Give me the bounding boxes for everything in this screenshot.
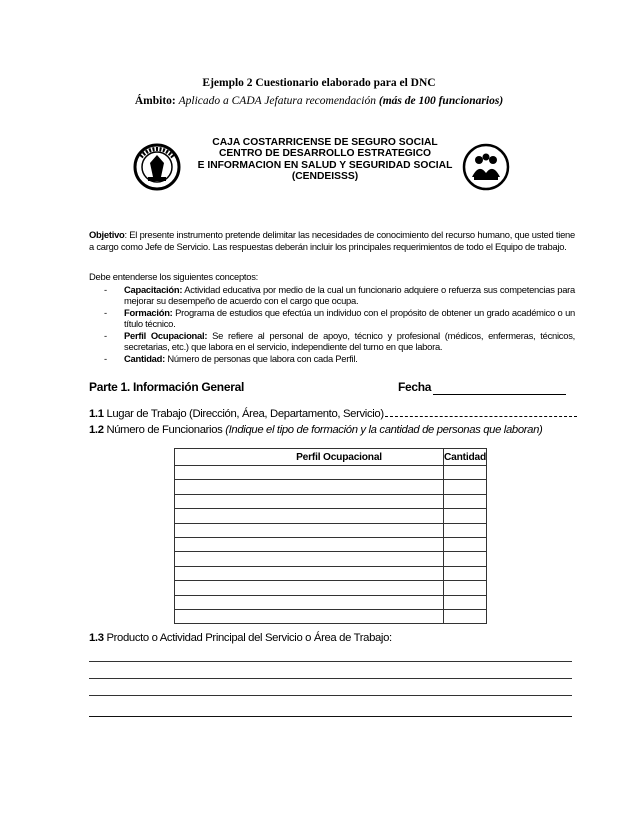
ambito-extra: (más de 100 funcionarios) xyxy=(378,95,504,107)
table-row xyxy=(175,581,487,595)
table-row xyxy=(175,466,487,480)
concept-term: Formación: xyxy=(124,307,173,318)
cantidad-cell[interactable] xyxy=(444,595,487,609)
concept-term: Capacitación: xyxy=(124,284,183,295)
objetivo-label: Objetivo xyxy=(89,229,125,240)
question-note: (Indique el tipo de formación y la cantidad de personas que laboran) xyxy=(225,424,543,436)
perfil-cell[interactable] xyxy=(175,566,444,580)
document-title: Ejemplo 2 Cuestionario elaborado para el DNC xyxy=(202,77,436,89)
concepts-intro: Debe entenderse los siguientes conceptos: xyxy=(89,271,259,282)
perfil-cell[interactable] xyxy=(175,537,444,551)
table-row xyxy=(175,523,487,537)
seguro-social-seal-icon xyxy=(133,143,181,191)
table-row xyxy=(175,609,487,623)
table-row xyxy=(175,509,487,523)
cantidad-cell[interactable] xyxy=(444,480,487,494)
objetivo-paragraph xyxy=(89,229,575,252)
table-row xyxy=(175,552,487,566)
perfil-cell[interactable] xyxy=(175,466,444,480)
perfil-cell[interactable] xyxy=(175,581,444,595)
question-1-3 xyxy=(89,632,392,644)
perfil-cell[interactable] xyxy=(175,552,444,566)
table-row xyxy=(175,537,487,551)
header-line-1: CAJA COSTARRICENSE DE SEGURO SOCIAL xyxy=(212,137,438,148)
question-number: 1.1 xyxy=(89,408,104,420)
concept-item xyxy=(89,353,575,364)
question-text: Lugar de Trabajo (Dirección, Área, Departamento, Servicio) xyxy=(103,408,384,420)
perfil-cell[interactable] xyxy=(175,509,444,523)
perfil-cell[interactable] xyxy=(175,609,444,623)
bullet-dash: - xyxy=(104,353,107,364)
section-title: Parte 1. Información General xyxy=(89,380,244,394)
answer-line[interactable] xyxy=(89,695,572,696)
cantidad-cell[interactable] xyxy=(444,466,487,480)
cantidad-cell[interactable] xyxy=(444,537,487,551)
table-row xyxy=(175,494,487,508)
bullet-dash: - xyxy=(104,330,107,341)
institution-header xyxy=(190,137,460,182)
cantidad-cell[interactable] xyxy=(444,609,487,623)
table-row xyxy=(175,566,487,580)
funcionarios-table xyxy=(174,448,487,624)
table-row xyxy=(175,595,487,609)
answer-line[interactable] xyxy=(89,678,572,679)
ambito-line xyxy=(0,95,638,107)
cantidad-cell[interactable] xyxy=(444,494,487,508)
lugar-input-line[interactable] xyxy=(385,416,577,417)
header-line-3: E INFORMACION EN SALUD Y SEGURIDAD SOCIAL xyxy=(197,159,453,171)
table-body xyxy=(175,466,487,624)
perfil-cell[interactable] xyxy=(175,494,444,508)
column-header-perfil: Perfil Ocupacional xyxy=(175,449,444,466)
question-number: 1.2 xyxy=(89,424,104,436)
concept-item xyxy=(89,330,575,352)
question-1-2 xyxy=(89,424,542,436)
perfil-cell[interactable] xyxy=(175,595,444,609)
question-number: 1.3 xyxy=(89,632,104,644)
cantidad-cell[interactable] xyxy=(444,552,487,566)
fecha-input-line[interactable] xyxy=(433,394,566,395)
perfil-cell[interactable] xyxy=(175,480,444,494)
concept-text: Programa de estudios que efectúa un individuo con el propósito de obtener un grado académico o un título técnico. xyxy=(124,307,575,330)
bullet-dash: - xyxy=(104,284,107,295)
question-text: Producto o Actividad Principal del Servicio o Área de Trabajo: xyxy=(103,632,392,644)
fecha-label: Fecha xyxy=(398,380,432,394)
bullet-dash: - xyxy=(104,307,107,318)
cantidad-cell[interactable] xyxy=(444,581,487,595)
header-line-2: CENTRO DE DESARROLLO ESTRATEGICO xyxy=(218,148,432,160)
header-line-4: (CENDEISSS) xyxy=(291,170,359,182)
concept-item xyxy=(89,284,575,306)
ambito-value: Aplicado a CADA Jefatura recomendación xyxy=(178,95,376,107)
objetivo-text: : El presente instrumento pretende delimitar las necesidades de conocimiento del recurso humano, que usted tiene a cargo como Jefe de Servicio. Las respuestas deberán incluir los principales requerimientos de todo el Equipo de trabajo. xyxy=(89,229,575,252)
cantidad-cell[interactable] xyxy=(444,566,487,580)
concept-text: Se refiere al personal de apoyo, técnico y profesional (médicos, enfermeras, técnicos, secretarias, etc.) que labora en el servicio, independiente del turno en que labora. xyxy=(124,330,575,353)
ambito-label: Ámbito: xyxy=(134,95,176,107)
cantidad-cell[interactable] xyxy=(444,523,487,537)
concept-text: Número de personas que labora con cada Perfil. xyxy=(164,353,358,364)
table-header-row xyxy=(175,449,487,466)
concept-item xyxy=(89,307,575,329)
concept-term: Perfil Ocupacional: xyxy=(124,330,208,341)
table-row xyxy=(175,480,487,494)
column-header-cantidad: Cantidad xyxy=(444,449,487,466)
answer-line[interactable] xyxy=(89,661,572,662)
perfil-cell[interactable] xyxy=(175,523,444,537)
cendeisss-people-icon xyxy=(462,143,510,191)
concept-term: Cantidad: xyxy=(124,353,165,364)
concept-text: Actividad educativa por medio de la cual un funcionario adquiere o refuerza sus competencias para mejorar su desempeño de acuerdo con el cargo que ocupa. xyxy=(124,284,575,307)
cantidad-cell[interactable] xyxy=(444,509,487,523)
question-text: Número de Funcionarios xyxy=(103,424,226,436)
section-divider xyxy=(89,716,572,717)
question-1-1 xyxy=(89,408,579,420)
